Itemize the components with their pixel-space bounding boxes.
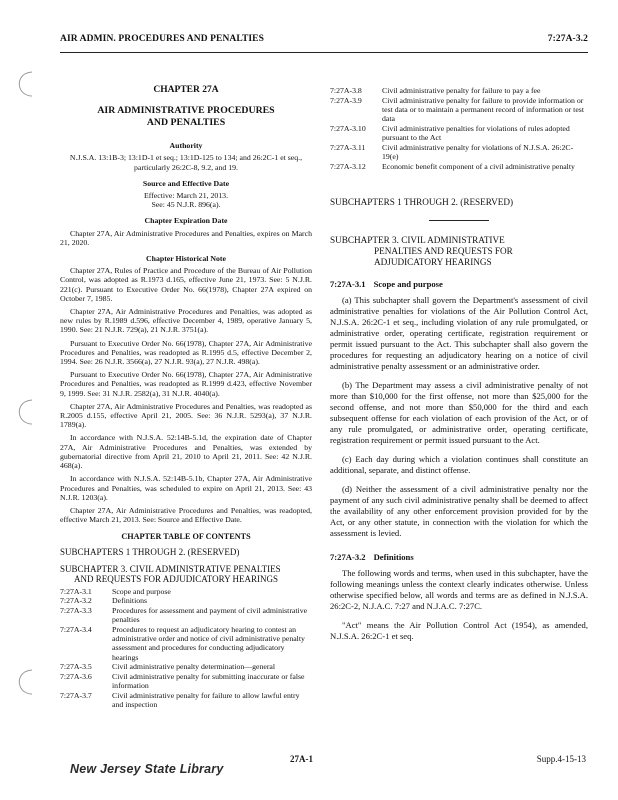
section-number: 7:27A-3.2 [330, 552, 366, 563]
toc-entry[interactable] [60, 587, 312, 596]
source-heading: Source and Effective Date [142, 178, 230, 188]
right-column [330, 86, 588, 650]
toc-entry-title: Economic benefit component of a civil administrative penalty [382, 161, 575, 171]
section-paragraph: The following words and terms, when used in this subchapter, have the following meanings unless the context clearly indicates otherwise. Unless otherwise specified below, all words and terms are as defined in N.J.S.A. 26:2C-2, N.J.A.C. 7:27 and N.J.A.C. 7:27C. [330, 568, 588, 612]
toc-entry[interactable] [60, 672, 312, 690]
expiration-heading: Chapter Expiration Date [144, 216, 228, 226]
running-header [60, 34, 588, 48]
toc-entry[interactable] [330, 86, 588, 95]
subchapters-reserved-heading: SUBCHAPTERS 1 THROUGH 2. (RESERVED) [330, 196, 514, 207]
history-paragraph: In accordance with N.J.S.A. 52:14B-5.1d, the expiration date of Chapter 27A, Air Administrative Procedures and Penalties, was extended by gubernatorial directive from April 21, 2010 to April 21, 2011. See: 42 N.J.R. 468(a). [60, 433, 312, 471]
toc-entry-title: Civil administrative penalty for failure to pay a fee [382, 86, 541, 95]
history-heading: Chapter Historical Note [146, 254, 226, 264]
history-paragraph: Pursuant to Executive Order No. 66(1978), Chapter 27A, Air Administrative Procedures and Penalties, was readopted as R.1995 d.5, effective December 2, 1994. See: 26 N.J.R. 3566(a), 27 N.J.R. 93(a), 27 N.J.R. 498(a). [60, 338, 312, 367]
section-paragraph: (c) Each day during which a violation continues shall constitute an additional, separate, and distinct offense. [330, 454, 588, 476]
toc-entry-title: Civil administrative penalty for violations of N.J.S.A. 26:2C-19(e) [382, 142, 574, 161]
source-citation: See: 45 N.J.R. 896(a). [151, 200, 221, 210]
toc-entry-number: 7:27A-3.4 [60, 625, 92, 635]
left-column [60, 86, 312, 710]
binder-hole-icon [16, 668, 34, 696]
source-effective: Effective: March 21, 2013. [143, 191, 229, 201]
chapter-title-line: AND PENALTIES [146, 117, 226, 129]
toc-entry[interactable] [60, 625, 312, 662]
section-3-2-heading [330, 553, 588, 562]
toc-subchapter-3 [60, 564, 312, 584]
section-title: Definitions [373, 552, 414, 563]
history-paragraph: Pursuant to Executive Order No. 66(1978), Chapter 27A, Air Administrative Procedures and Penalties, was readopted as R.1999 d.423, effective November 9, 1999. See: 31 N.J.R. 2582(a), 31 N.J.R. 4040(a). [60, 370, 312, 398]
section-paragraph: (d) Neither the assessment of a civil administrative penalty nor the payment of any such civil administrative penalty shall be deemed to affect the availability of any other enforcement provision provided for by the Act, or any other statute, in connection with the violation for which the assessment is levied. [330, 484, 588, 539]
toc-entry-title: Civil administrative penalties for violations of rules adopted pursuant to the Act [382, 123, 570, 143]
toc-entry[interactable] [330, 96, 588, 124]
section-divider [429, 220, 489, 221]
chapter-title-line: AIR ADMINISTRATIVE PROCEDURES [97, 105, 275, 117]
library-stamp: New Jersey State Library [70, 762, 224, 776]
section-paragraph: (a) This subchapter shall govern the Department's assessment of civil administrative penalties for violations of the Air Pollution Control Act, N.J.S.A. 26:2C-1 et seq., including violation of any rule promulgated, or administrative order, operating certificate, registration requirement or permit issued pursuant to the Act. This subchapter shall also govern the procedures for requesting an adjudicatory hearing on a notice of civil administrative penalty assessment or an administrative order. [330, 295, 588, 372]
subchapter-3-heading [330, 235, 588, 268]
toc-entry-title: Civil administrative penalty for failure to allow lawful entry and inspection [112, 690, 300, 710]
authority-text: N.J.S.A. 13:1B-3; 13:1D-1 et seq.; 13:1D-125 to 134; and 26:2C-1 et seq., particularly 26:2C-8, 9.2, and 19. [69, 153, 303, 172]
subchapter-3-heading-line: ADJUDICATORY HEARINGS [374, 256, 492, 267]
toc-entry-number: 7:27A-3.12 [330, 161, 366, 171]
history-paragraph: Chapter 27A, Air Administrative Procedures and Penalties, was adopted as new rules by R.1989 d.596, effective December 4, 1989, operative January 5, 1990. See: 21 N.J.R. 729(a), 21 N.J.R. 3751(a). [60, 307, 312, 335]
toc-entry-number: 7:27A-3.5 [60, 662, 92, 672]
toc-entry-number: 7:27A-3.1 [60, 586, 92, 596]
toc-entry-number: 7:27A-3.3 [60, 606, 92, 616]
subchapter-3-heading-line: PENALTIES AND REQUESTS FOR [374, 245, 513, 256]
history-paragraph: Chapter 27A, Air Administrative Procedures and Penalties, was readopted, effective March 21, 2013. See: Source and Effective Date. [60, 505, 312, 525]
binder-hole-icon [16, 70, 34, 98]
section-3-1-heading [330, 280, 588, 289]
toc-entry-title: Civil administrative penalty for submitting inaccurate or false information [112, 672, 305, 691]
history-paragraph: Chapter 27A, Rules of Practice and Procedure of the Bureau of Air Pollution Control, was adopted as R.1973 d.165, effective June 21, 1973. See: 5 N.J.R. 221(c). Pursuant to Executive Order No. 66(1978), Chapter 27A expired on October 7, 1985. [60, 266, 312, 303]
toc-entry-title: Procedures for assessment and payment of civil administrative penalties [112, 606, 308, 625]
section-number: 7:27A-3.1 [330, 278, 366, 289]
toc-entry-number: 7:27A-3.8 [330, 86, 362, 95]
toc-entry-number: 7:27A-3.6 [60, 672, 92, 682]
supplement-date: Supp.4-15-13 [536, 754, 586, 764]
section-paragraph: (b) The Department may assess a civil administrative penalty of not more than $10,000 for the first offense, not more than $25,000 for the second offense, and not more than $50,000 for the third and each subsequent offense for each violation of each provision of the Act, or of any rule promulgated, or administrative order, operating certificate, registration requirement or permit issued pursuant to the Act. [330, 380, 588, 446]
history-paragraph: Chapter 27A, Air Administrative Procedures and Penalties, was readopted as R.2005 d.155, effective April 21, 2005. See: 36 N.J.R. 5293(a), 37 N.J.R. 1789(a). [60, 401, 312, 430]
toc-subchapter-3-line: AND REQUESTS FOR ADJUDICATORY HEARINGS [74, 573, 279, 584]
toc-entry-title: Definitions [112, 596, 148, 606]
header-title: AIR ADMIN. PROCEDURES AND PENALTIES [60, 34, 265, 44]
toc-entry-number: 7:27A-3.9 [330, 95, 362, 105]
subchapter-3-heading-line: SUBCHAPTER 3. CIVIL ADMINISTRATIVE [330, 234, 505, 245]
toc-list-continued [330, 86, 588, 171]
toc-entry[interactable] [60, 691, 312, 709]
chapter-title [60, 105, 312, 129]
toc-entry[interactable] [60, 596, 312, 605]
binder-hole-icon [16, 398, 34, 426]
history-paragraph: In accordance with N.J.S.A. 52:14B-5.1b, Chapter 27A, Air Administrative Procedures and Penalties, was scheduled to expire on April 21, 2013. See: 43 N.J.R. 1203(a). [60, 474, 312, 502]
toc-list [60, 587, 312, 710]
toc-entry-number: 7:27A-3.2 [60, 596, 92, 606]
header-section-number: 7:27A-3.2 [547, 34, 588, 44]
toc-entry-number: 7:27A-3.10 [330, 123, 366, 133]
toc-entry-number: 7:27A-3.11 [330, 142, 366, 152]
toc-entry[interactable] [60, 662, 312, 671]
section-paragraph: "Act" means the Air Pollution Control Act (1954), as amended, N.J.S.A. 26:2C-1 et seq. [330, 620, 588, 642]
toc-entry[interactable] [60, 606, 312, 624]
toc-heading: CHAPTER TABLE OF CONTENTS [121, 532, 251, 542]
authority-heading: Authority [169, 141, 203, 151]
header-rule [60, 52, 588, 53]
expiration-text: Chapter 27A, Air Administrative Procedures and Penalties, expires on March 21, 2020. [60, 228, 312, 247]
toc-entry[interactable] [330, 124, 588, 142]
toc-entry[interactable] [330, 143, 588, 161]
toc-entry[interactable] [330, 162, 588, 171]
toc-entry-number: 7:27A-3.7 [60, 690, 92, 700]
toc-subchapter-3-line: SUBCHAPTER 3. CIVIL ADMINISTRATIVE PENALTIES [60, 563, 281, 574]
toc-entry-title: Procedures to request an adjudicatory hearing to contest an administrative order and notice of civil administrative penalty assessment and procedures for conducting adjudicatory hearings [112, 625, 305, 662]
page-number: 27A-1 [290, 754, 313, 764]
section-title: Scope and purpose [373, 278, 443, 289]
chapter-number: CHAPTER 27A [153, 85, 219, 95]
toc-entry-title: Civil administrative penalty determination—general [112, 662, 276, 672]
toc-subchapters-reserved: SUBCHAPTERS 1 THROUGH 2. (RESERVED) [60, 546, 240, 557]
toc-entry-title: Scope and purpose [112, 586, 171, 596]
toc-entry-title: Civil administrative penalty for failure to provide information or test data or to maintain a permanent record of information or test data [382, 95, 584, 124]
